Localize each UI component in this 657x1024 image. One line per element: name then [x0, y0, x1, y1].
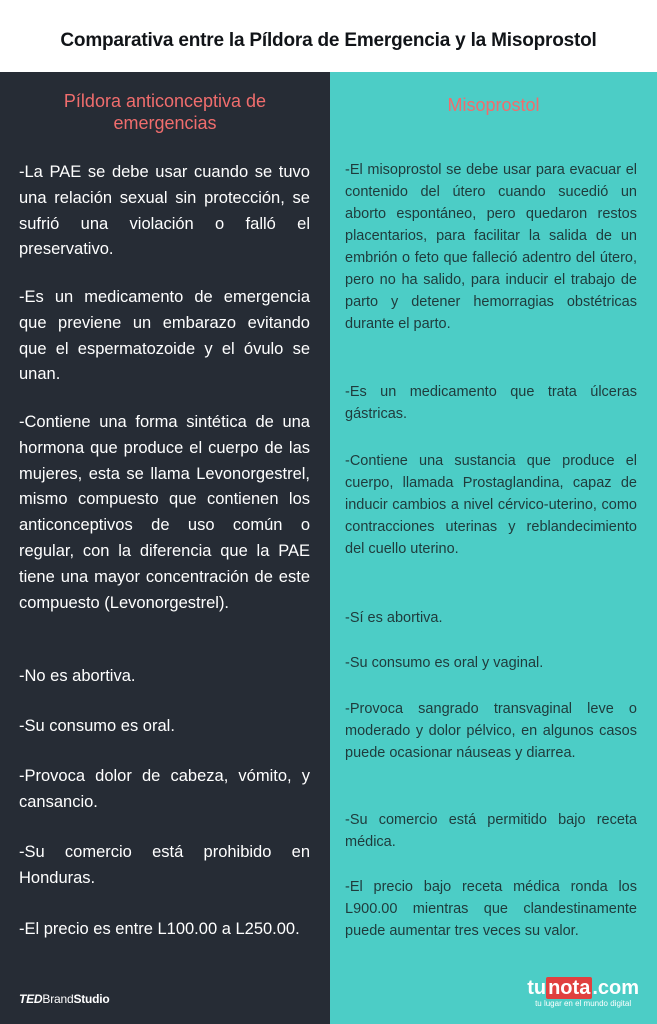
- tunota-logo-tu: tu: [527, 977, 547, 999]
- left-item: -No es abortiva.: [19, 667, 136, 685]
- right-item: -Provoca sangrado transvaginal leve o moderado y dolor pélvico, en algunos casos puede ocasionar náuseas y diarrea.: [345, 701, 637, 761]
- right-item: -Contiene una sustancia que produce el cuerpo, llamada Prostaglandina, capaz de inducir cambios a nivel cérvico-uterino, como contracciones uterinas y reblandecimiento del cuello uterino.: [345, 453, 637, 557]
- left-item: -El precio es entre L100.00 a L250.00.: [19, 920, 300, 938]
- right-item: -Su comercio está permitido bajo receta médica.: [345, 812, 637, 850]
- right-column-misoprostol: [330, 72, 657, 1024]
- ted-brand-studio-logo: [19, 992, 110, 1006]
- tunota-logo-nota: nota: [548, 977, 591, 999]
- right-item: -Es un medicamento que trata úlceras gástricas.: [345, 384, 637, 422]
- left-column-heading: Píldora anticonceptiva de emergencias: [63, 91, 267, 133]
- left-column-pae: [0, 72, 330, 1024]
- right-item: -Su consumo es oral y vaginal.: [345, 655, 544, 671]
- header: [0, 0, 657, 72]
- tunota-logo: [527, 978, 639, 1008]
- tunota-logo-com: .com: [592, 977, 639, 999]
- left-item: -Contiene una forma sintética de una hormona que produce el cuerpo de las mujeres, esta se llama Levonorgestrel, mismo compuesto que contienen los anticonceptivos de uso común o regular, con la diferencia que la PAE tiene una mayor concentración de este compuesto (Levonorgestrel).: [19, 413, 310, 612]
- left-item: -La PAE se debe usar cuando se tuvo una relación sexual sin protección, se sufrió una violación o falló el preservativo.: [19, 163, 310, 259]
- right-item: -El precio bajo receta médica ronda los L900.00 mientras que clandestinamente puede aumentar tres veces su valor.: [345, 879, 637, 939]
- right-item: -Sí es abortiva.: [345, 610, 443, 626]
- left-item: -Su comercio está prohibido en Honduras.: [19, 843, 310, 887]
- studio-logo-text: Studio: [73, 992, 110, 1006]
- right-item: -El misoprostol se debe usar para evacuar el contenido del útero cuando sucedió un aborto espontáneo, pero quedaron restos placentarios, para facilitar la salida de un embrión o feto que falleció adentro del útero, pero no ha salido, para inducir el trabajo de parto y detener hemorragias obstétricas durante el parto.: [345, 162, 637, 332]
- right-column-heading: Misoprostol: [447, 95, 540, 115]
- ted-logo-text: TED: [19, 992, 43, 1006]
- page-title: Comparativa entre la Píldora de Emergencia y la Misoprostol: [60, 30, 597, 51]
- tunota-tagline: tu lugar en el mundo digital: [535, 999, 632, 1008]
- left-item: -Su consumo es oral.: [19, 717, 175, 735]
- left-item: -Provoca dolor de cabeza, vómito, y cansancio.: [19, 767, 310, 811]
- left-item: -Es un medicamento de emergencia que previene un embarazo evitando que el espermatozoide y el óvulo se unan.: [19, 288, 310, 384]
- brand-logo-text: Brand: [42, 992, 74, 1006]
